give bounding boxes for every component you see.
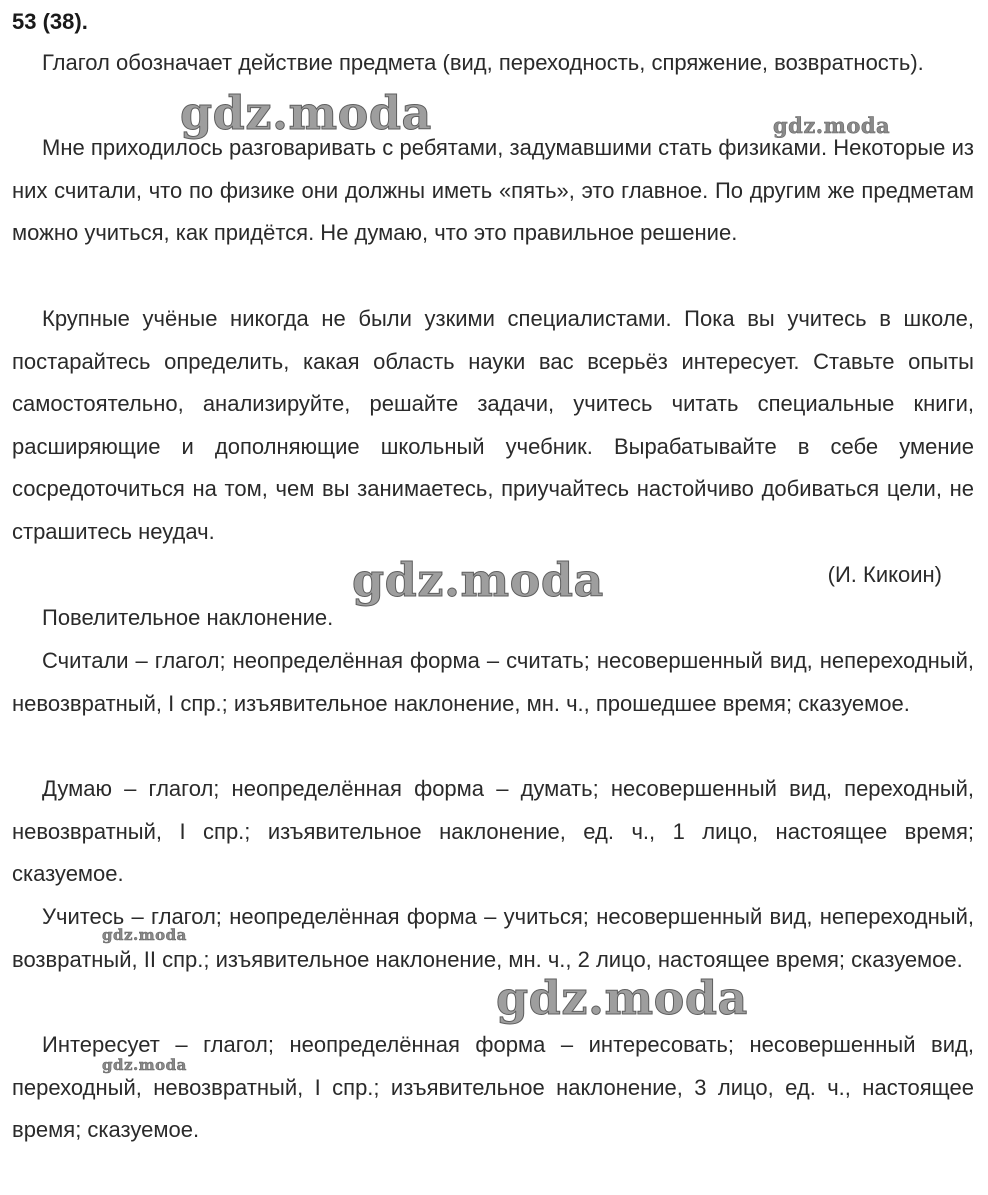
paragraph-analysis-1: Считали – глагол; неопределённая форма – считать; несовершенный вид, непереходный, невозвратный, I спр.; изъявительное наклонение, мн. ч., прошедшее время; сказуемое. <box>12 648 974 716</box>
author-attribution: (И. Кикоин) <box>827 562 942 587</box>
watermark-logo: gdz.moda <box>180 86 432 140</box>
exercise-number: 53 (38). <box>12 9 88 34</box>
paragraph-definition: Глагол обозначает действие предмета (вид, переходность, спряжение, возвратность). <box>42 50 924 75</box>
paragraph-analysis-3: Учитесь – глагол; неопределённая форма – учиться; несовершенный вид, непереходный, возвратный, II спр.; изъявительное наклонение, мн. ч., 2 лицо, настоящее время; сказуемое. <box>12 904 974 972</box>
watermark-logo: gdz.moda <box>102 926 187 944</box>
paragraph-analysis-2: Думаю – глагол; неопределённая форма – думать; несовершенный вид, переходный, невозвратный, I спр.; изъявительное наклонение, ед. ч., 1 лицо, настоящее время; сказуемое. <box>12 776 974 887</box>
watermark-logo: gdz.moda <box>773 113 891 138</box>
watermark-logo: gdz.moda <box>496 971 748 1025</box>
watermark-logo: gdz.moda <box>102 1056 187 1074</box>
paragraph-text-2: Крупные учёные никогда не были узкими специалистами. Пока вы учитесь в школе, постарайтесь определить, какая область науки вас всерьёз интересует. Ставьте опыты самостоятельно, анализируйте, решайте задачи, учитесь читать специальные книги, расширяющие и дополняющие школьный учебник. Вырабатывайте в себе умение сосредоточиться на том, чем вы занимаетесь, приучайтесь настойчиво добиваться цели, не страшитесь неудач. <box>12 306 974 544</box>
watermark-logo: gdz.moda <box>352 553 604 607</box>
paragraph-mood: Повелительное наклонение. <box>42 605 334 630</box>
paragraph-analysis-4: Интересует – глагол; неопределённая форма – интересовать; несовершенный вид, переходный, невозвратный, I спр.; изъявительное наклонение, 3 лицо, ед. ч., настоящее время; сказуемое. <box>12 1032 974 1143</box>
paragraph-text-1: Мне приходилось разговаривать с ребятами, задумавшими стать физиками. Некоторые из них считали, что по физике они должны иметь «пять», это главное. По другим же предметам можно учиться, как придётся. Не думаю, что это правильное решение. <box>12 135 974 246</box>
